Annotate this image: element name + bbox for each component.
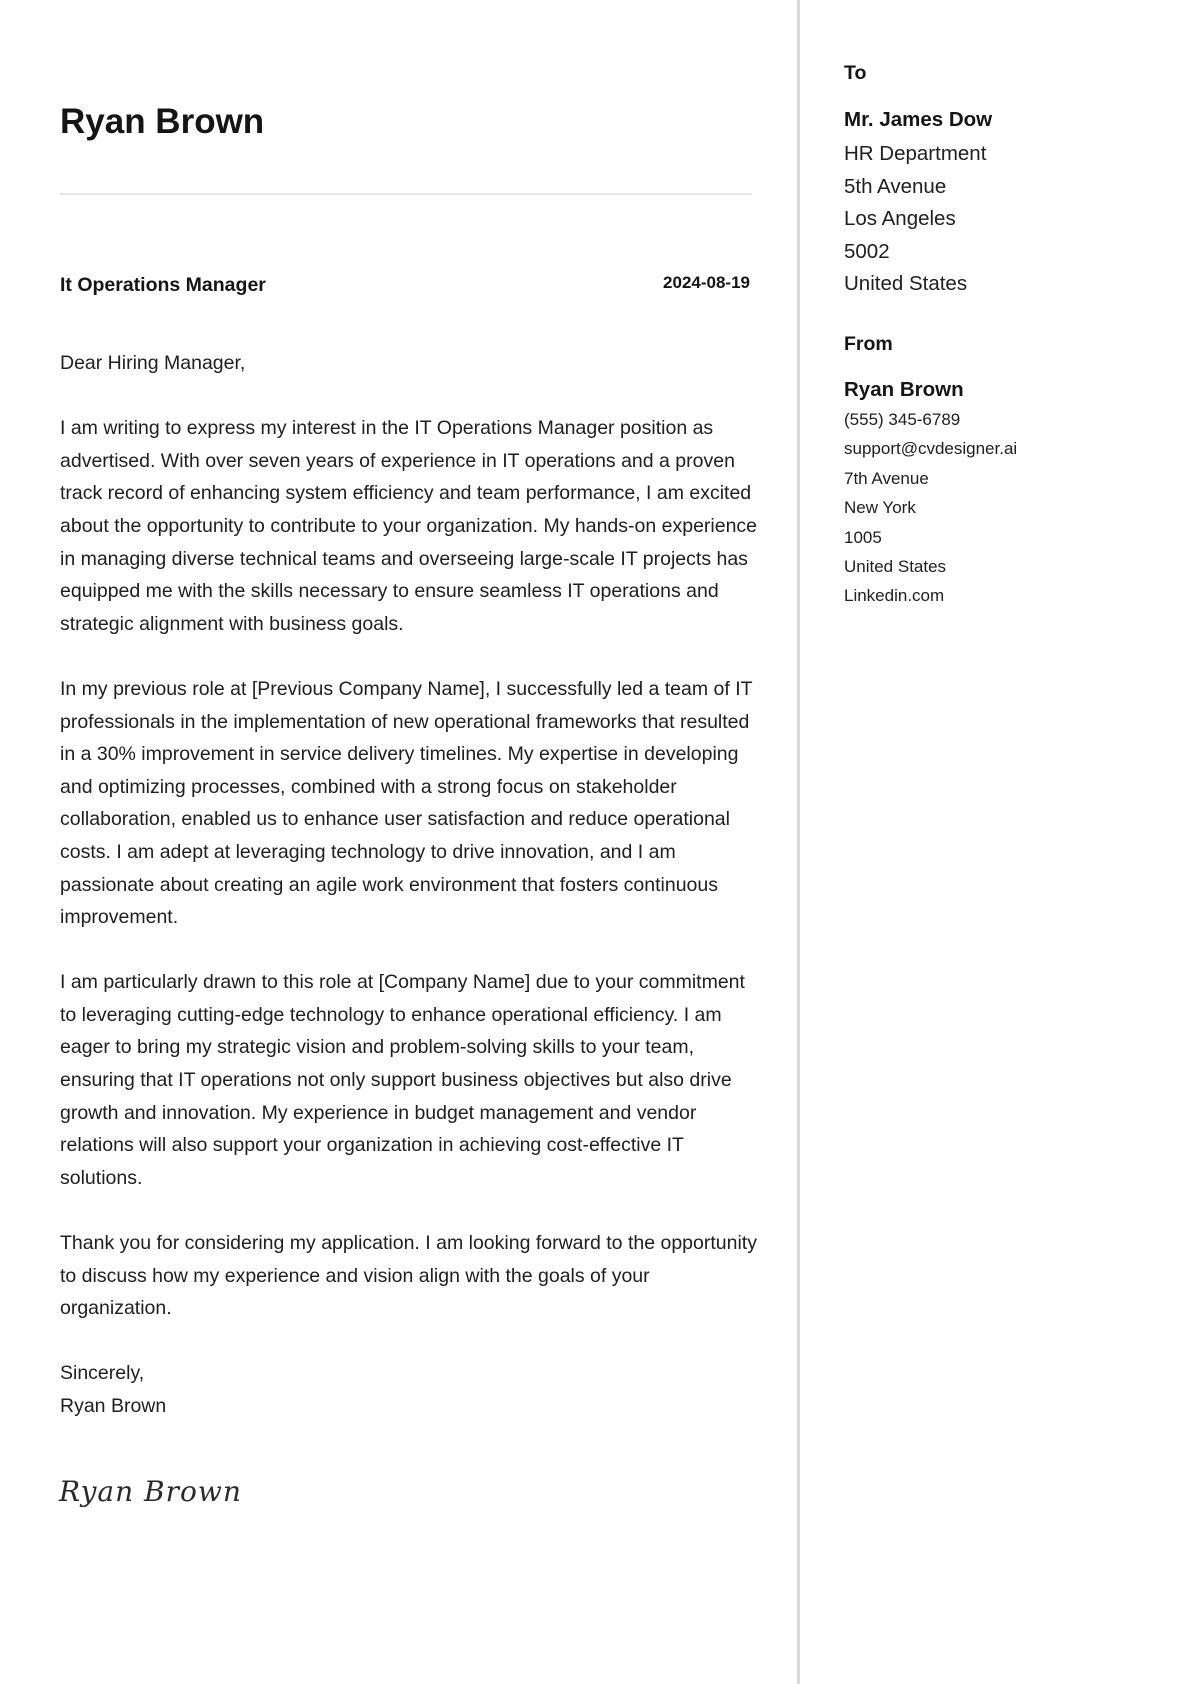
recipient-address <box>844 138 986 301</box>
paragraph-1: I am writing to express my interest in the IT Operations Manager position as advertised. With over seven years of experience in IT operations and a proven track record of enhancing system efficiency and team performance, I am excited about the opportunity to contribute to your organization. My hands-on experience in managing diverse technical teams and overseeing large-scale IT projects has equipped me with the skills necessary to ensure seamless IT operations and strategic alignment with business goals. <box>60 417 758 635</box>
job-title: It Operations Manager <box>60 274 266 296</box>
sender-street: 7th Avenue <box>844 468 929 488</box>
column-divider <box>797 0 800 1684</box>
greeting: Dear Hiring Manager, <box>60 352 246 374</box>
sender-email: support@cvdesigner.ai <box>844 439 1018 459</box>
recipient-city: Los Angeles <box>844 207 956 231</box>
sender-postal-code: 1005 <box>844 527 882 547</box>
sender-phone: (555) 345-6789 <box>844 410 961 429</box>
sender-linkedin: Linkedin.com <box>844 586 945 606</box>
paragraph-4: Thank you for considering my application. I am looking forward to the opportunity to discuss how my experience and vision align with the goals of your organization. <box>60 1232 757 1320</box>
paragraph-2: In my previous role at [Previous Company Name], I successfully led a team of IT professionals in the implementation of new operational frameworks that resulted in a 30% improvement in service delivery timelines. My expertise in developing and optimizing processes, combined with a strong focus on stakeholder collaboration, enabled us to enhance user satisfaction and reduce operational costs. I am adept at leveraging technology to drive innovation, and I am passionate about creating an agile work environment that fosters continuous improvement. <box>60 677 753 929</box>
signature-text: Ryan Brown <box>59 1475 242 1508</box>
recipient-street: 5th Avenue <box>844 174 947 198</box>
signed-name: Ryan Brown <box>60 1395 167 1417</box>
sender-name-heading: Ryan Brown <box>60 102 265 141</box>
recipient-department: HR Department <box>844 142 987 165</box>
letter-date: 2024-08-19 <box>663 273 750 292</box>
letter-body <box>60 347 760 1423</box>
closing: Sincerely, <box>60 1362 145 1385</box>
sender-city: New York <box>844 498 916 518</box>
sender-country: United States <box>844 557 947 577</box>
sender-contact-details <box>844 405 1017 611</box>
to-heading: To <box>844 62 867 84</box>
from-heading: From <box>844 333 893 355</box>
paragraph-3: I am particularly drawn to this role at [Company Name] due to your commitment to leveraging cutting-edge technology to enhance operational efficiency. I am eager to bring my strategic vision and problem-solving skills to your team, ensuring that IT operations not only support business objectives but also drive growth and innovation. My experience in budget management and vendor relations will also support your organization in achieving cost-effective IT solutions. <box>60 971 745 1189</box>
handwritten-signature <box>57 1468 257 1528</box>
recipient-name: Mr. James Dow <box>844 108 993 131</box>
header-divider <box>60 193 752 195</box>
from-name: Ryan Brown <box>844 378 964 401</box>
recipient-postal-code: 5002 <box>844 239 890 263</box>
recipient-country: United States <box>844 272 968 296</box>
